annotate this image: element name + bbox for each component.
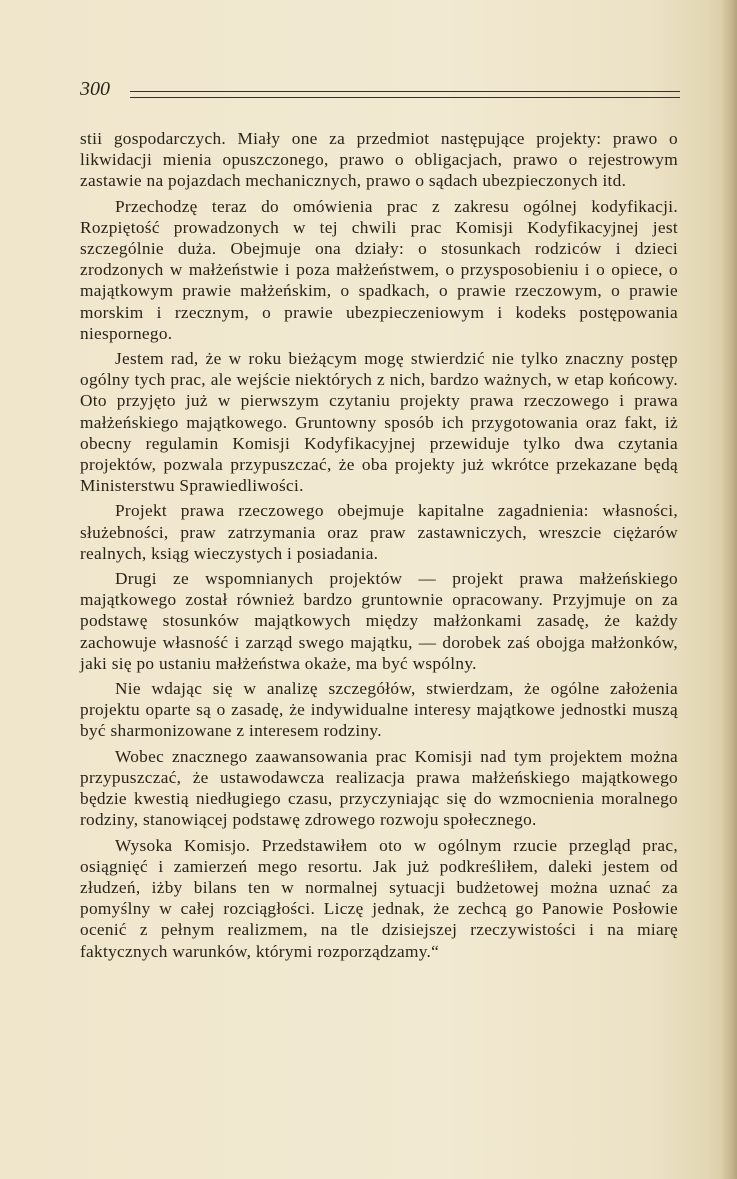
page-edge-shadow [721,0,737,1179]
paragraph-5: Drugi ze wspomnianych projektów — projekt prawa małżeńskiego majątkowego został również bardzo gruntownie opracowany. Przyjmuje on za podstawę stosunków majątkowych między małżonkami zasadę, że każdy zachowuje własność i zarząd swego majątku, — dorobek zaś obojga małżonków, jaki się po ustaniu małżeństwa okaże, ma być wspólny. [80,569,678,673]
paragraph-4: Projekt prawa rzeczowego obejmuje kapitalne zagadnienia: własności, służebności, praw zatrzymania oraz praw zastawniczych, wreszcie ciężarów realnych, ksiąg wieczystych i posiadania. [80,501,678,563]
body-text [80,128,678,962]
paragraph-3: Jestem rad, że w roku bieżącym mogę stwierdzić nie tylko znaczny postęp ogólny tych prac, ale wejście niektórych z nich, bardzo ważnych, w etap końcowy. Oto przyjęto już w pierwszym czytaniu projekty prawa rzeczowego i prawa małżeńskiego majątkowego. Gruntowny sposób ich przygotowania oraz fakt, iż obecny regulamin Komisji Kodyfikacyjnej przewiduje tylko dwa czytania projektów, pozwala przypuszczać, że oba projekty już wkrótce przekazane będą Ministerstwu Sprawiedliwości. [80,349,678,496]
paragraph-2: Przechodzę teraz do omówienia prac z zakresu ogólnej kodyfikacji. Rozpiętość prowadzonych w tej chwili prac Komisji Kodyfikacyjnej jest szczególnie duża. Obejmuje ona działy: o stosunkach rodziców i dzieci zrodzonych w małżeństwie i poza małżeństwem, o przysposobieniu i o opiece, o majątkowym prawie małżeńskim, o spadkach, o prawie rzeczowym, o prawie morskim i rzecznym, o prawie ubezpieczeniowym i kodeks postępowania niespornego. [80,196,678,343]
page-number: 300 [80,78,110,100]
header-double-rule [130,91,680,98]
paragraph-8: Wysoka Komisjo. Przedstawiłem oto w ogólnym rzucie przegląd prac, osiągnięć i zamierzeń mego resortu. Jak już podkreśliłem, daleki jestem od złudzeń, iżby bilans ten w normalnej sytuacji budżetowej można uznać za pomyślny w całej rozciągłości. Liczę jednak, że zechcą go Panowie Posłowie ocenić z pełnym realizmem, na tle dzisiejszej rzeczywistości i na miarę faktycznych warunków, którymi rozporządzamy.“ [80,835,678,961]
paragraph-6: Nie wdając się w analizę szczegółów, stwierdzam, że ogólne założenia projektu oparte są o zasadę, że indywidualne interesy majątkowe jednostki muszą być sharmonizowane z interesem rodziny. [80,679,678,741]
paragraph-7: Wobec znacznego zaawansowania prac Komisji nad tym projektem można przypuszczać, że ustawodawcza realizacja prawa małżeńskiego majątkowego będzie kwestią niedługiego czasu, przyczyniając się do wzmocnienia moralnego rodziny, stanowiącej podstawę zdrowego rozwoju społecznego. [80,746,678,830]
paragraph-1: stii gospodarczych. Miały one za przedmiot następujące projekty: prawo o likwidacji mienia opuszczonego, prawo o obligacjach, prawo o rejestrowym zastawie na pojazdach mechanicznych, prawo o sądach ubezpieczonych itd. [80,129,678,191]
page-header [80,76,680,104]
